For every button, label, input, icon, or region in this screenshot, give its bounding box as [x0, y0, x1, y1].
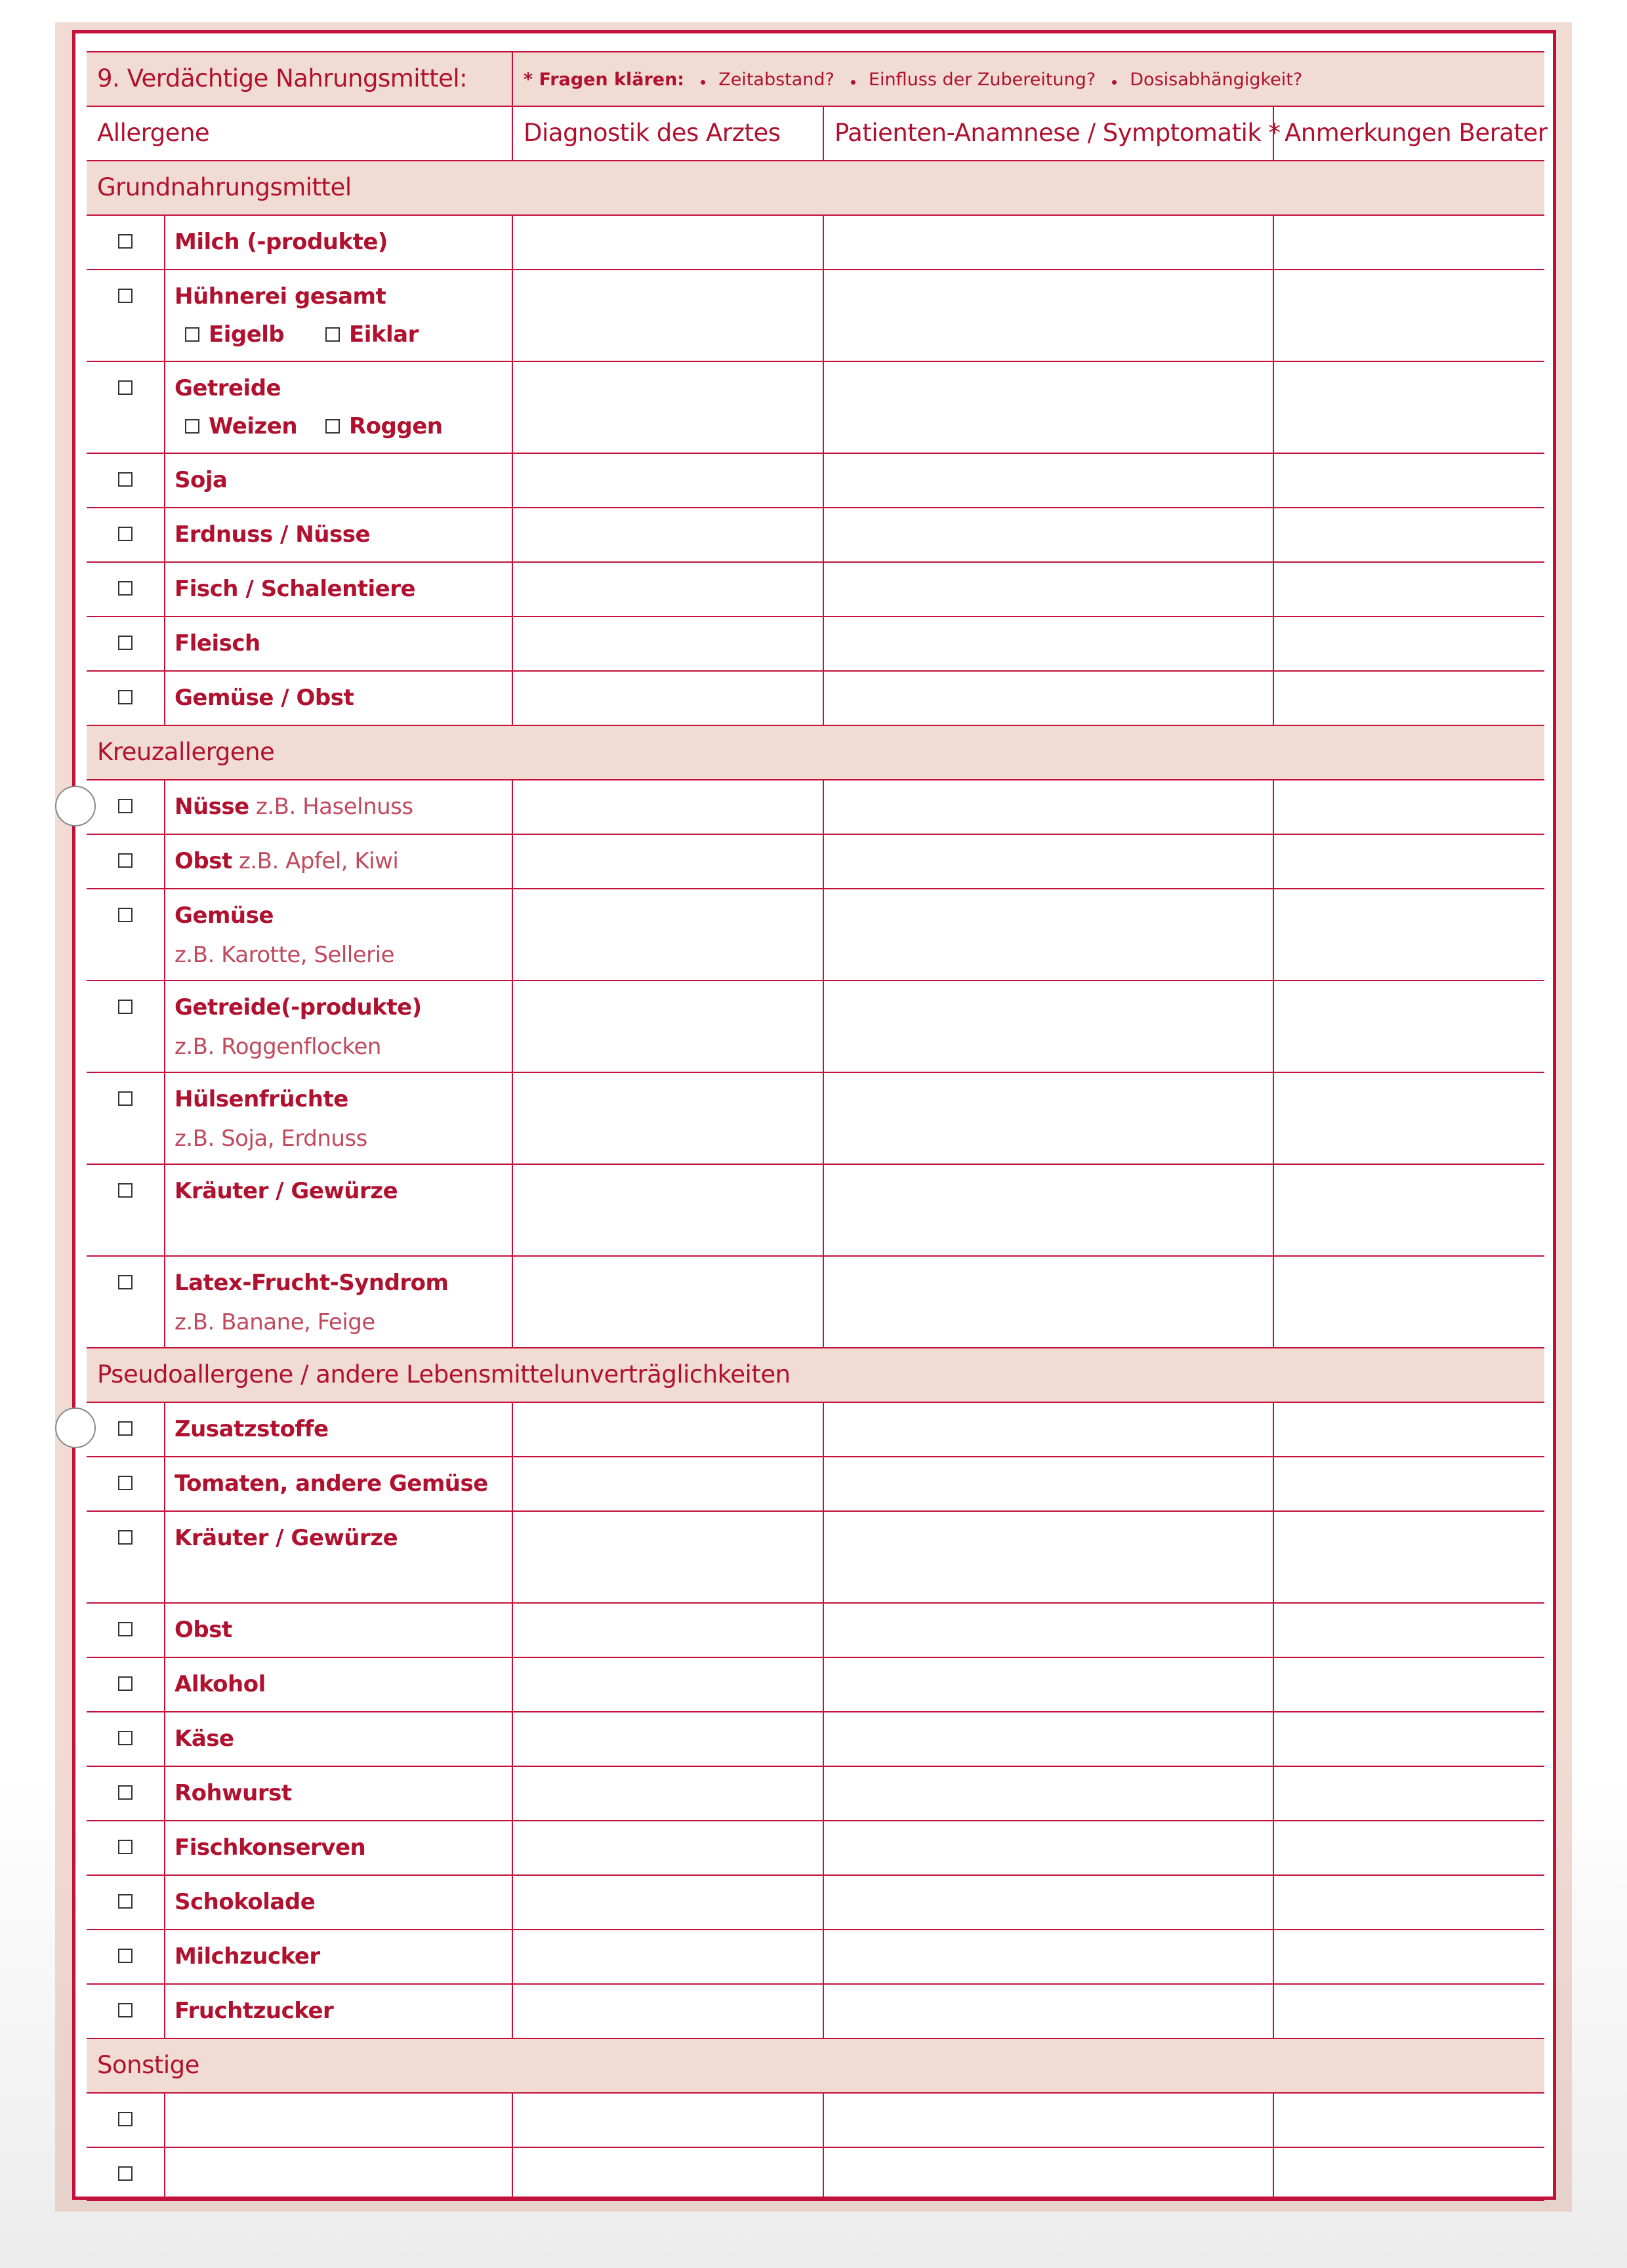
diagnostik-cell[interactable] — [513, 1403, 823, 1456]
section-header — [87, 725, 1544, 779]
item-label: Fischkonserven — [175, 1834, 366, 1861]
anmerkungen-cell[interactable] — [1274, 1930, 1544, 1983]
diagnostik-cell[interactable] — [513, 1257, 823, 1347]
item-example: z.B. Karotte, Sellerie — [175, 942, 395, 968]
note-item: Zeitabstand? — [718, 70, 834, 90]
item-label: Erdnuss / Nüsse — [175, 521, 371, 548]
anmerkungen-cell[interactable] — [1274, 1165, 1544, 1255]
diagnostik-cell[interactable] — [513, 981, 823, 1072]
diagnostik-cell[interactable] — [513, 1985, 823, 2038]
anamnese-cell[interactable] — [824, 563, 1273, 616]
column-header-anamnese: Patienten-Anamnese / Symptomatik * — [834, 119, 1281, 147]
table-row — [87, 1072, 1544, 1164]
anmerkungen-cell[interactable] — [1274, 2148, 1544, 2200]
form-title: 9. Verdächtige Nahrungsmittel: — [97, 64, 468, 92]
anamnese-cell[interactable] — [824, 835, 1273, 888]
item-checkbox[interactable] — [118, 799, 133, 813]
table-row — [87, 779, 1544, 834]
item-label: Schokolade — [175, 1889, 316, 1915]
anamnese-cell[interactable] — [824, 1457, 1273, 1510]
note-item: Dosisabhängigkeit? — [1130, 70, 1303, 90]
anmerkungen-cell[interactable] — [1274, 2094, 1544, 2147]
diagnostik-cell[interactable] — [513, 270, 823, 361]
anmerkungen-cell[interactable] — [1274, 1512, 1544, 1602]
table-row — [87, 1164, 1544, 1255]
item-label: Gemüse / Obst — [175, 685, 354, 711]
item-label: Kräuter / Gewürze — [175, 1525, 398, 1551]
column-header-row — [87, 106, 1548, 160]
anamnese-cell[interactable] — [824, 672, 1273, 725]
anmerkungen-cell[interactable] — [1274, 362, 1544, 453]
column-header-allergene: Allergene — [97, 119, 210, 147]
table-row — [87, 888, 1544, 980]
item-checkbox[interactable] — [118, 1530, 133, 1545]
item-checkbox[interactable] — [118, 1840, 133, 1854]
anamnese-cell[interactable] — [824, 1073, 1273, 1164]
anmerkungen-cell[interactable] — [1274, 889, 1544, 980]
item-label: Fisch / Schalentiere — [175, 576, 416, 602]
item-checkbox[interactable] — [118, 853, 133, 868]
diagnostik-cell[interactable] — [513, 1767, 823, 1820]
item-checkbox[interactable] — [118, 1894, 133, 1909]
table-row — [87, 1255, 1544, 1347]
section-header — [87, 2038, 1544, 2092]
anamnese-cell[interactable] — [824, 1930, 1273, 1983]
item-checkbox[interactable] — [118, 1421, 133, 1436]
anmerkungen-cell[interactable] — [1274, 1658, 1544, 1711]
anamnese-cell[interactable] — [824, 617, 1273, 670]
sub-label: Roggen — [349, 413, 443, 439]
anamnese-cell[interactable] — [824, 216, 1273, 269]
anmerkungen-cell[interactable] — [1274, 508, 1544, 561]
anamnese-cell[interactable] — [824, 2148, 1273, 2200]
note-label: * Fragen klären: — [524, 70, 685, 90]
anmerkungen-cell[interactable] — [1274, 1876, 1544, 1929]
diagnostik-cell[interactable] — [513, 1658, 823, 1711]
anamnese-cell[interactable] — [824, 1257, 1273, 1347]
item-label: Zusatzstoffe — [175, 1416, 329, 1442]
diagnostik-cell[interactable] — [513, 1712, 823, 1766]
item-label: Milch (-produkte) — [175, 229, 388, 255]
anmerkungen-cell[interactable] — [1274, 780, 1544, 834]
diagnostik-cell[interactable] — [513, 617, 823, 670]
item-checkbox[interactable] — [118, 2003, 133, 2017]
anmerkungen-cell[interactable] — [1274, 617, 1544, 670]
item-example: z.B. Roggenflocken — [175, 1034, 381, 1060]
item-label: Gemüse — [175, 902, 274, 929]
table-row — [87, 1983, 1544, 2038]
table-row — [87, 1602, 1544, 1657]
item-checkbox[interactable] — [118, 1275, 133, 1289]
item-label: Rohwurst — [175, 1780, 292, 1806]
item-label: Nüsse — [175, 794, 249, 820]
anamnese-cell[interactable] — [824, 1876, 1273, 1929]
item-label: Käse — [175, 1726, 234, 1752]
table-row — [87, 269, 1544, 361]
table-row — [87, 1766, 1544, 1820]
item-label: Getreide — [175, 375, 281, 401]
anamnese-cell[interactable] — [824, 780, 1273, 834]
item-example: z.B. Banane, Feige — [175, 1309, 375, 1335]
item-checkbox[interactable] — [118, 1622, 133, 1636]
table-row — [87, 453, 1544, 507]
table-row — [87, 361, 1544, 453]
anmerkungen-cell[interactable] — [1274, 835, 1544, 888]
item-label: Alkohol — [175, 1671, 266, 1697]
anmerkungen-cell[interactable] — [1274, 672, 1544, 725]
item-checkbox[interactable] — [118, 1091, 133, 1106]
table-row — [87, 616, 1544, 670]
item-checkbox[interactable] — [118, 472, 133, 487]
anamnese-cell[interactable] — [824, 1712, 1273, 1766]
diagnostik-cell[interactable] — [513, 454, 823, 507]
item-label: Milchzucker — [175, 1943, 320, 1970]
item-label: Kräuter / Gewürze — [175, 1178, 398, 1204]
item-example: z.B. Soja, Erdnuss — [175, 1125, 367, 1152]
anamnese-cell[interactable] — [824, 508, 1273, 561]
diagnostik-cell[interactable] — [513, 1876, 823, 1929]
table-row — [87, 670, 1544, 725]
diagnostik-cell[interactable] — [513, 672, 823, 725]
anamnese-cell[interactable] — [824, 889, 1273, 980]
anmerkungen-cell[interactable] — [1274, 1985, 1544, 2038]
diagnostik-cell[interactable] — [513, 508, 823, 561]
anmerkungen-cell[interactable] — [1274, 454, 1544, 507]
anmerkungen-cell[interactable] — [1274, 1457, 1544, 1510]
note-item: Einfluss der Zubereitung? — [868, 70, 1096, 90]
item-checkbox[interactable] — [118, 908, 133, 922]
anamnese-cell[interactable] — [824, 1165, 1273, 1255]
table-row — [87, 2147, 1544, 2201]
item-checkbox[interactable] — [118, 1949, 133, 1963]
anmerkungen-cell[interactable] — [1274, 270, 1544, 361]
diagnostik-cell[interactable] — [513, 889, 823, 980]
anmerkungen-cell[interactable] — [1274, 1767, 1544, 1820]
anamnese-cell[interactable] — [824, 1821, 1273, 1874]
item-label: Fleisch — [175, 630, 260, 657]
anmerkungen-cell[interactable] — [1274, 981, 1544, 1072]
table-title-row — [87, 51, 1544, 106]
table-row — [87, 561, 1544, 616]
table-row — [87, 1402, 1544, 1456]
item-checkbox[interactable] — [118, 1785, 133, 1800]
table-row — [87, 1456, 1544, 1510]
note-line — [524, 70, 1302, 90]
item-label: Tomaten, andere Gemüse — [175, 1470, 488, 1497]
item-checkbox[interactable] — [118, 1476, 133, 1490]
anamnese-cell[interactable] — [824, 1604, 1273, 1657]
anmerkungen-cell[interactable] — [1274, 1403, 1544, 1456]
diagnostik-cell[interactable] — [513, 1604, 823, 1657]
diagnostik-cell[interactable] — [513, 1821, 823, 1874]
item-checkbox[interactable] — [118, 1183, 133, 1198]
anamnese-cell[interactable] — [824, 2094, 1273, 2147]
diagnostik-cell[interactable] — [513, 835, 823, 888]
item-checkbox[interactable] — [118, 581, 133, 596]
table-row — [87, 2092, 1544, 2147]
diagnostik-cell[interactable] — [513, 1165, 823, 1255]
item-label: Soja — [175, 467, 228, 493]
anmerkungen-cell[interactable] — [1274, 1073, 1544, 1164]
column-header-anmerkungen: Anmerkungen Berater — [1285, 119, 1548, 147]
anamnese-cell[interactable] — [824, 1985, 1273, 2038]
section-title: Sonstige — [97, 2051, 199, 2079]
sub-label: Eiklar — [349, 321, 419, 348]
table-row — [87, 1510, 1544, 1602]
anamnese-cell[interactable] — [824, 1767, 1273, 1820]
table-row — [87, 1657, 1544, 1711]
item-checkbox[interactable] — [118, 690, 133, 704]
item-label: Obst — [175, 1617, 232, 1643]
table-row — [87, 1820, 1544, 1874]
item-checkbox[interactable] — [118, 380, 133, 395]
diagnostik-cell[interactable] — [513, 1930, 823, 1983]
item-checkbox[interactable] — [118, 2166, 133, 2181]
anamnese-cell[interactable] — [824, 454, 1273, 507]
table-row — [87, 214, 1544, 269]
diagnostik-cell[interactable] — [513, 563, 823, 616]
allergen-table — [87, 51, 1548, 2195]
item-label: Fruchtzucker — [175, 1998, 334, 2024]
anmerkungen-cell[interactable] — [1274, 563, 1544, 616]
diagnostik-cell[interactable] — [513, 216, 823, 269]
anamnese-cell[interactable] — [824, 270, 1273, 361]
item-label: Getreide(-produkte) — [175, 994, 422, 1021]
section-title: Pseudoallergene / andere Lebensmittelunverträglichkeiten — [97, 1360, 791, 1388]
item-label: Obst — [175, 848, 232, 874]
sub-checkbox[interactable] — [185, 419, 199, 434]
section-title: Grundnahrungsmittel — [97, 173, 352, 201]
anamnese-cell[interactable] — [824, 1403, 1273, 1456]
item-checkbox[interactable] — [118, 527, 133, 541]
sub-checkbox[interactable] — [185, 327, 199, 342]
item-label: Hülsenfrüchte — [175, 1086, 348, 1112]
section-header — [87, 1347, 1544, 1402]
table-row — [87, 834, 1544, 888]
diagnostik-cell[interactable] — [513, 1457, 823, 1510]
column-header-diagnostik: Diagnostik des Arztes — [524, 119, 781, 147]
item-checkbox[interactable] — [118, 234, 133, 249]
item-checkbox[interactable] — [118, 2112, 133, 2126]
anmerkungen-cell[interactable] — [1274, 216, 1544, 269]
table-row — [87, 1874, 1544, 1929]
diagnostik-cell[interactable] — [513, 1512, 823, 1602]
sub-label: Weizen — [209, 413, 298, 439]
table-row — [87, 507, 1544, 561]
item-checkbox[interactable] — [118, 1731, 133, 1745]
diagnostik-cell[interactable] — [513, 2094, 823, 2147]
anmerkungen-cell[interactable] — [1274, 1604, 1544, 1657]
item-checkbox[interactable] — [118, 1000, 133, 1014]
sub-checkbox[interactable] — [325, 327, 340, 342]
item-checkbox[interactable] — [118, 289, 133, 303]
diagnostik-cell[interactable] — [513, 2148, 823, 2200]
anamnese-cell[interactable] — [824, 1512, 1273, 1602]
diagnostik-cell[interactable] — [513, 362, 823, 453]
table-row — [87, 980, 1544, 1072]
anamnese-cell[interactable] — [824, 362, 1273, 453]
anmerkungen-cell[interactable] — [1274, 1821, 1544, 1874]
anmerkungen-cell[interactable] — [1274, 1257, 1544, 1347]
table-row — [87, 1711, 1544, 1766]
sub-label: Eigelb — [209, 321, 285, 348]
item-checkbox[interactable] — [118, 636, 133, 650]
diagnostik-cell[interactable] — [513, 1073, 823, 1164]
item-example: z.B. Apfel, Kiwi — [239, 848, 399, 874]
item-label: Latex-Frucht-Syndrom — [175, 1270, 449, 1296]
section-header — [87, 160, 1544, 214]
item-example: z.B. Haselnuss — [256, 794, 413, 820]
anamnese-cell[interactable] — [824, 1658, 1273, 1711]
section-title: Kreuzallergene — [97, 738, 275, 766]
anmerkungen-cell[interactable] — [1274, 1712, 1544, 1766]
diagnostik-cell[interactable] — [513, 780, 823, 834]
anamnese-cell[interactable] — [824, 981, 1273, 1072]
item-checkbox[interactable] — [118, 1676, 133, 1691]
table-row — [87, 1929, 1544, 1983]
item-label: Hühnerei gesamt — [175, 283, 386, 310]
sub-checkbox[interactable] — [325, 419, 340, 434]
